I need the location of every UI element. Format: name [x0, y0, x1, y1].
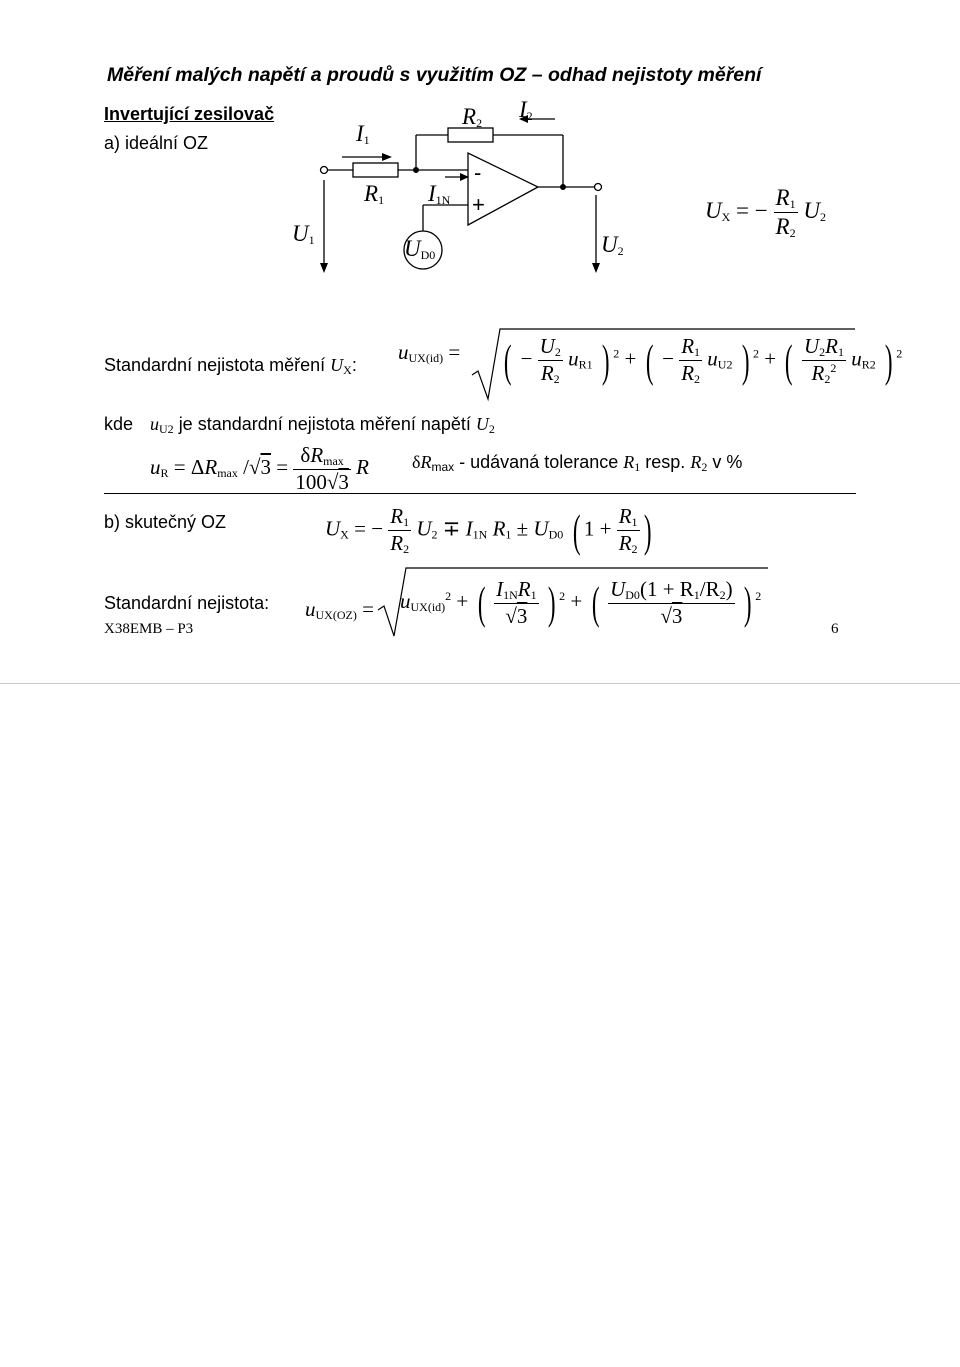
label-u1: $U_1$: [292, 221, 315, 247]
page-title: Měření malých napětí a proudů s využitím OZ – odhad nejistoty měření: [107, 64, 762, 86]
label-u2: $U_2$: [601, 232, 624, 258]
formula-ux-real: $U_X$ = − $\frac{R_1}{R_2}$ $U_2 \mp I_{1N}$ $R_1 \pm U_{D0}$ ( 1 + $\frac{R_1}{R_2}$ ): [325, 504, 652, 557]
page-number: 6: [831, 621, 839, 637]
page-separator: [0, 683, 960, 684]
opamp-plus: +: [472, 192, 485, 217]
section-divider: [104, 493, 856, 494]
label-i2: $I_2$: [519, 97, 533, 123]
opamp-minus: -: [474, 160, 482, 185]
formula-ur: $u_R = \Delta R_{max}$ /√3 = $\frac{\delta R_{max}}{100√3}$ R: [150, 443, 369, 495]
std-label: Standardní nejistota:: [104, 593, 270, 613]
formula-uoz-lhs: $u_{UX(OZ)}$ =: [305, 597, 374, 622]
label-i1n: $I_{1N}$: [428, 181, 451, 207]
label-i1: $I_1$: [356, 121, 370, 147]
kde-sentence: $u_{U2}$ je standardní nejistota měření napětí $U_2$: [150, 414, 495, 436]
section-heading: Invertující zesilovač: [104, 104, 275, 124]
footer-code: X38EMB – P3: [104, 621, 194, 637]
delta-note: $\delta R_{max}$ - udávaná tolerance $R_1$ resp. $R_2$ v %: [412, 452, 743, 474]
formula-ux-id: $u_{UX(id)}$ =: [398, 340, 461, 365]
kde-label: kde: [104, 414, 134, 434]
part-b-label: b) skutečný OZ: [104, 512, 227, 532]
formula-uoz-body: $u_{UX(id)}^2$ + ( $\frac{I_{1N}R_1}{√3}$ ) $^2$ + ( $\frac{U_{D0}(1 + R_1/R_2)}{√3}$ ) $^2$: [400, 577, 762, 629]
uncertainty-label: Standardní nejistota měření $U_X$:: [104, 355, 357, 377]
label-r2: $R_2$: [462, 104, 483, 130]
formula-ux-ideal: $U_X$ = − $\frac{R_1}{R_2}$ $U_2$: [705, 185, 826, 241]
label-ud0: $U_{D0}$: [404, 236, 436, 262]
label-r1: $R_1$: [364, 181, 385, 207]
part-a-label: a) ideální OZ: [104, 133, 209, 153]
formula-ux-id-body: ( − $\frac{U_2}{R_2}$ $u_{R1}$ ) $^2$ + ( − $\frac{R_1}{R_2}$ $u_{U2}$ ) $^2$ + ( $\frac{U_2R_1}{R_2^2}$ $u_{R2}$ ) $^2$: [503, 334, 903, 387]
resistor-r1: [353, 163, 398, 177]
